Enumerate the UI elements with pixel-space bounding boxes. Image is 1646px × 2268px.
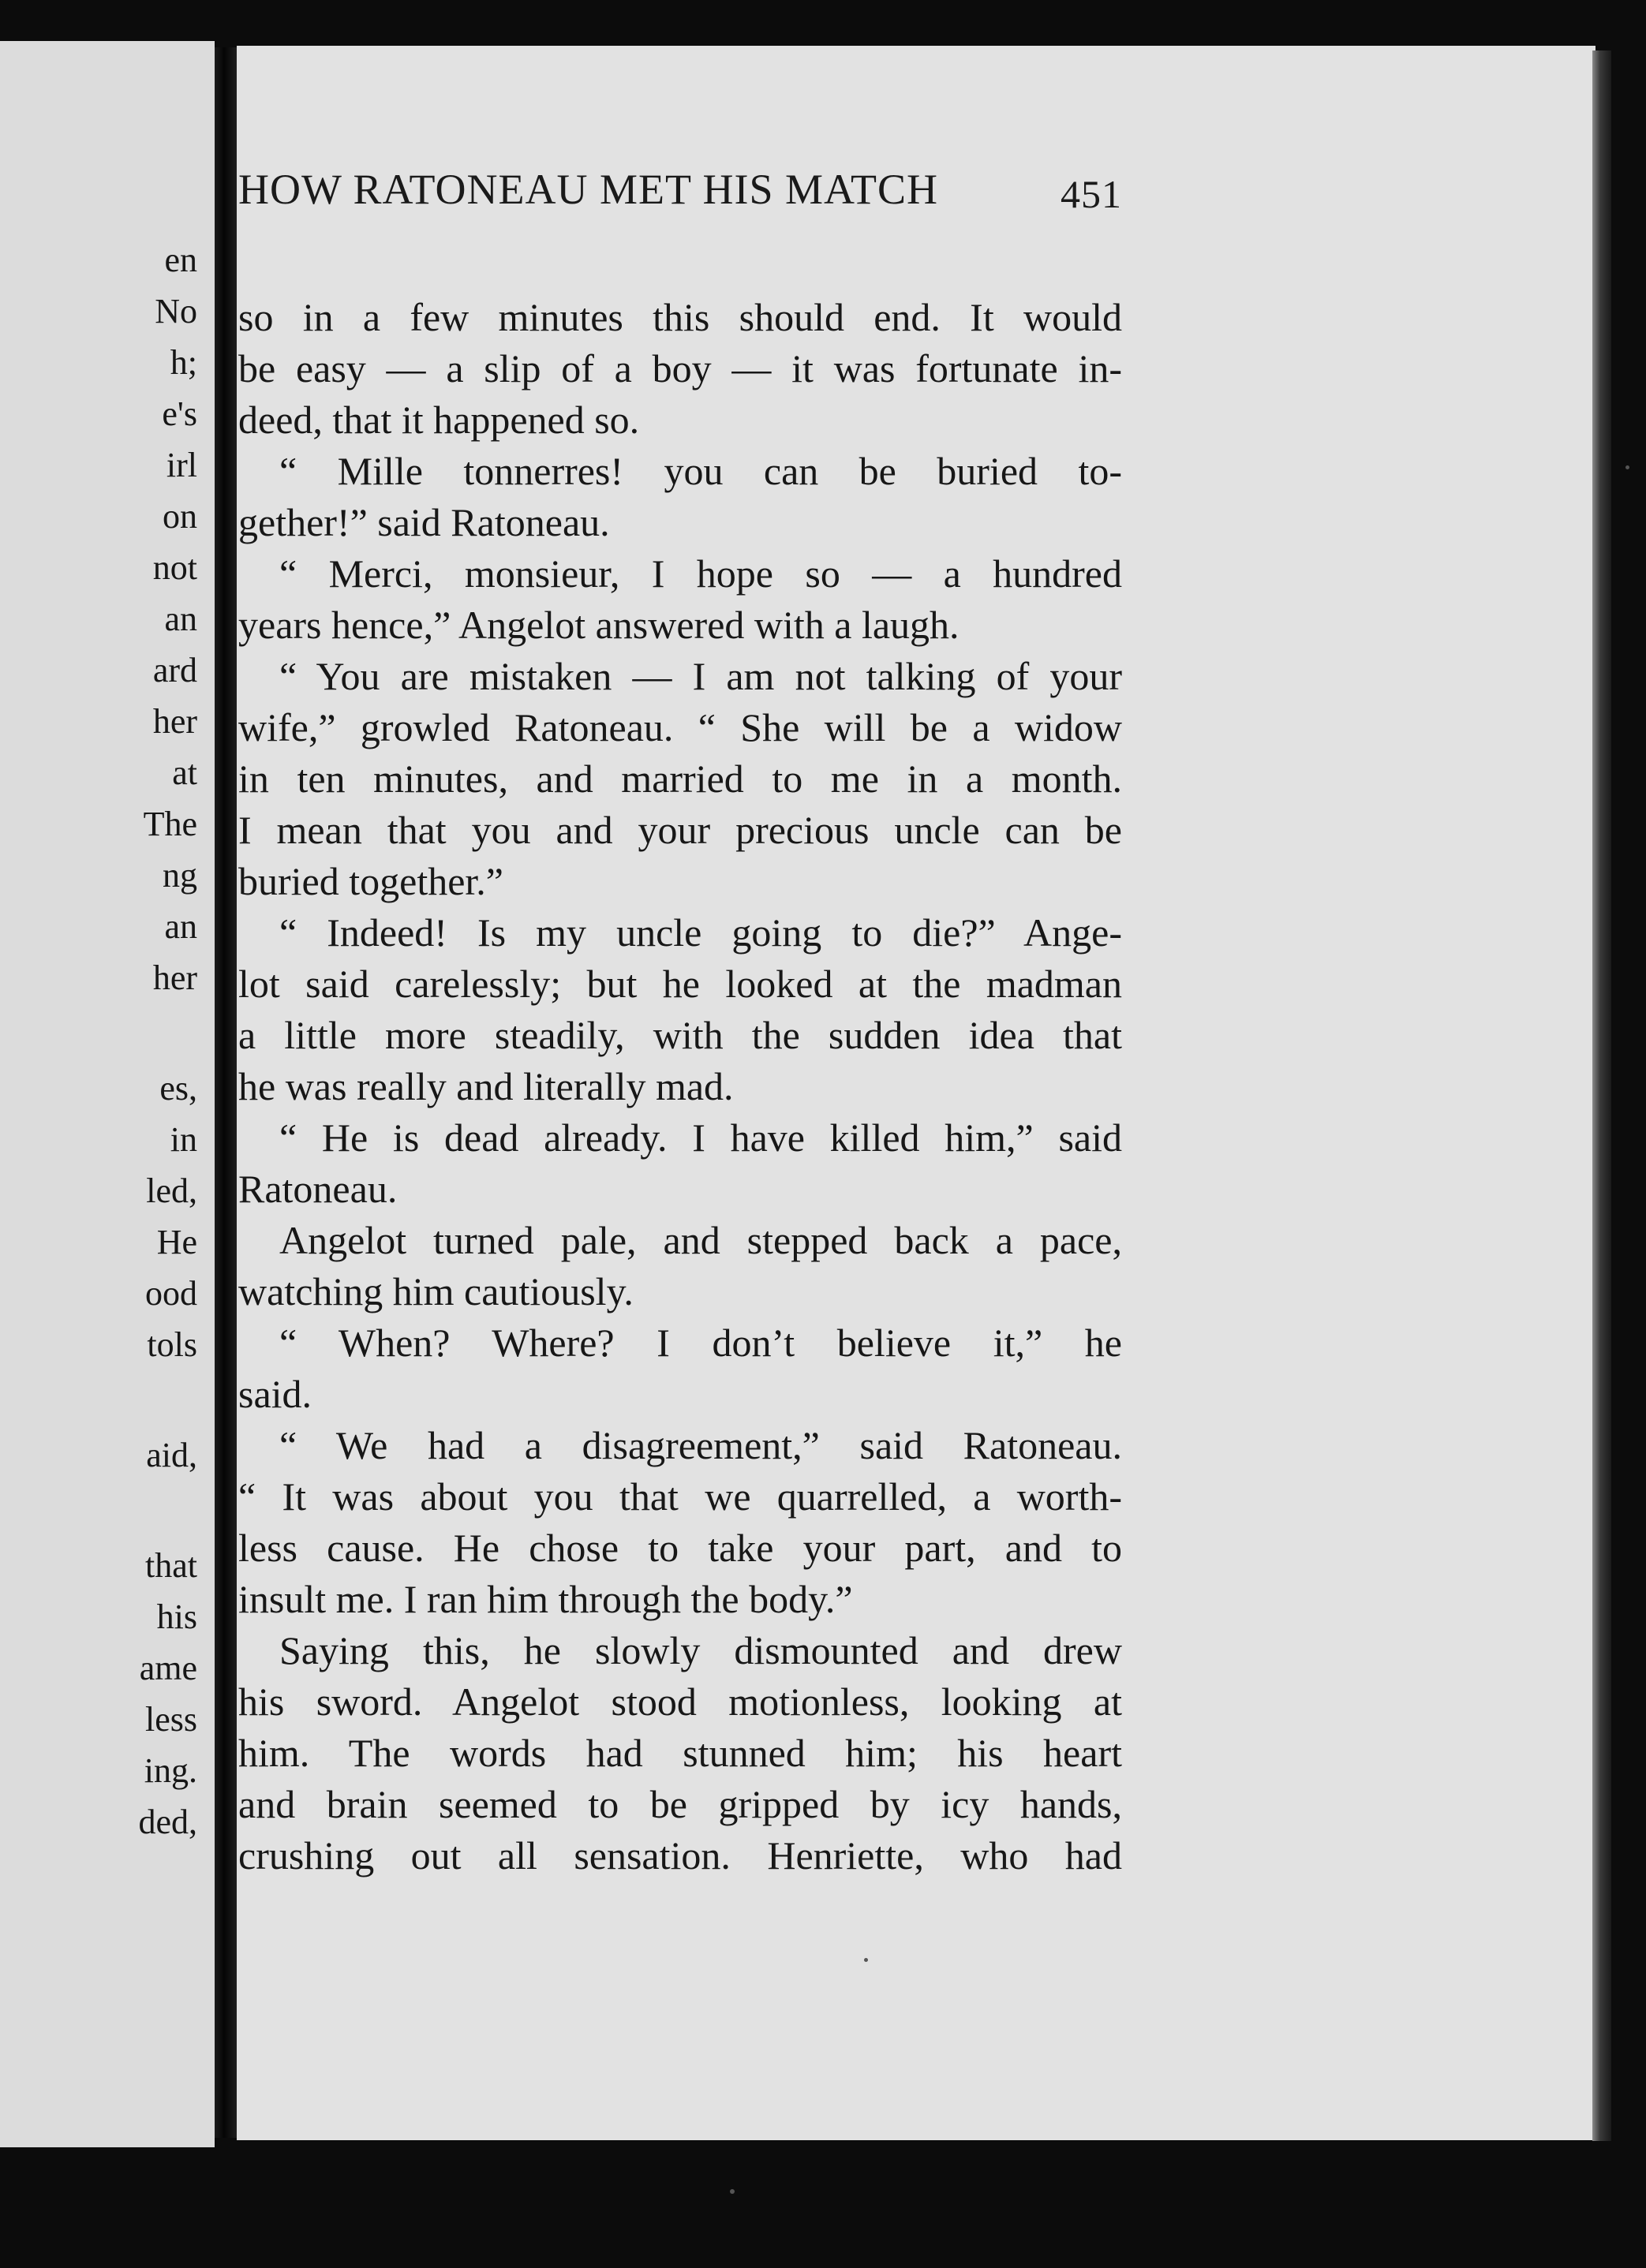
running-head-title: HOW RATONEAU MET HIS MATCH <box>238 166 939 213</box>
text-line: in ten minutes, and married to me in a month. <box>238 757 1122 801</box>
facing-page-fragment: ard <box>152 651 197 689</box>
text-line: lot said carelessly; but he looked at the madman <box>238 962 1122 1006</box>
facing-page-left <box>0 41 215 2147</box>
facing-page-fragment: aid, <box>146 1436 197 1474</box>
text-line: Ratoneau. <box>238 1167 398 1211</box>
facing-page-fragment: at <box>172 753 197 792</box>
facing-page-fragment: her <box>152 958 197 997</box>
text-line: Saying this, he slowly dismounted and drew <box>279 1628 1122 1672</box>
facing-page-fragment: in <box>170 1120 197 1159</box>
text-line: be easy — a slip of a boy — it was fortunate in- <box>238 346 1122 390</box>
facing-page-fragment: that <box>145 1546 197 1585</box>
facing-page-fragment: an <box>164 907 197 946</box>
facing-page-fragment: ood <box>145 1274 197 1313</box>
text-line: buried together.” <box>238 859 503 903</box>
facing-page-fragment: h; <box>170 343 197 382</box>
text-line: watching him cautiously. <box>238 1269 634 1313</box>
facing-page-fragment: es, <box>159 1069 197 1108</box>
text-line: a little more steadily, with the sudden idea that <box>238 1013 1122 1057</box>
text-line: gether!” said Ratoneau. <box>238 500 610 544</box>
body-text <box>238 292 1122 1881</box>
text-line: him. The words had stunned him; his heart <box>238 1731 1122 1775</box>
facing-page-fragment: tols <box>147 1325 197 1364</box>
facing-page-fragment: led, <box>146 1171 197 1210</box>
text-line: “ You are mistaken — I am not talking of your <box>279 654 1122 698</box>
facing-page-fragment: The <box>143 805 197 843</box>
facing-page-fragment: ng <box>163 856 197 895</box>
text-line: “ Merci, monsieur, I hope so — a hundred <box>279 551 1122 596</box>
page-number: 451 <box>1061 172 1122 216</box>
text-line: he was really and literally mad. <box>238 1064 734 1108</box>
facing-page-fragment: No <box>155 292 197 331</box>
facing-page-fragment: irl <box>166 446 197 484</box>
text-line: wife,” growled Ratoneau. “ She will be a widow <box>238 705 1122 749</box>
facing-page-fragment: ame <box>139 1649 197 1687</box>
text-line: crushing out all sensation. Henriette, who had <box>238 1833 1122 1878</box>
facing-page-fragment: He <box>156 1223 197 1261</box>
text-line: I mean that you and your precious uncle can be <box>238 808 1122 852</box>
text-line: said. <box>238 1372 312 1416</box>
book-gutter <box>215 47 238 2138</box>
facing-page-fragment: her <box>152 702 197 741</box>
page-edge-shadow <box>1592 50 1611 2141</box>
scan-speck <box>730 2189 735 2194</box>
text-line: less cause. He chose to take your part, and to <box>238 1526 1122 1570</box>
scan-speck <box>864 1958 868 1962</box>
facing-page-fragment: e's <box>162 394 197 433</box>
text-line: his sword. Angelot stood motionless, looking at <box>238 1680 1122 1724</box>
text-line: “ It was about you that we quarrelled, a worth- <box>238 1474 1122 1519</box>
text-line: “ Mille tonnerres! you can be buried to- <box>279 449 1122 493</box>
text-line: “ He is dead already. I have killed him,” said <box>279 1115 1122 1160</box>
text-line: “ When? Where? I don’t believe it,” he <box>279 1321 1122 1365</box>
text-line: Angelot turned pale, and stepped back a pace, <box>279 1218 1122 1262</box>
text-line: “ Indeed! Is my uncle going to die?” Ange- <box>279 910 1122 955</box>
facing-page-fragment: en <box>164 241 197 279</box>
facing-page-fragment: ded, <box>138 1803 197 1841</box>
facing-page-fragment: less <box>145 1700 197 1739</box>
facing-page-fragment: not <box>152 548 197 587</box>
facing-page-fragment: ing. <box>144 1751 197 1790</box>
text-line: and brain seemed to be gripped by icy hands, <box>238 1782 1122 1826</box>
text-line: deed, that it happened so. <box>238 398 640 442</box>
facing-page-fragment: on <box>163 497 197 536</box>
text-line: so in a few minutes this should end. It would <box>238 295 1122 339</box>
facing-page-fragment: his <box>156 1597 197 1636</box>
text-line: insult me. I ran him through the body.” <box>238 1577 853 1621</box>
facing-page-fragment: an <box>164 600 197 638</box>
text-line: “ We had a disagreement,” said Ratoneau. <box>279 1423 1122 1467</box>
text-line: years hence,” Angelot answered with a laugh. <box>238 603 960 647</box>
scan-speck <box>1625 465 1629 469</box>
